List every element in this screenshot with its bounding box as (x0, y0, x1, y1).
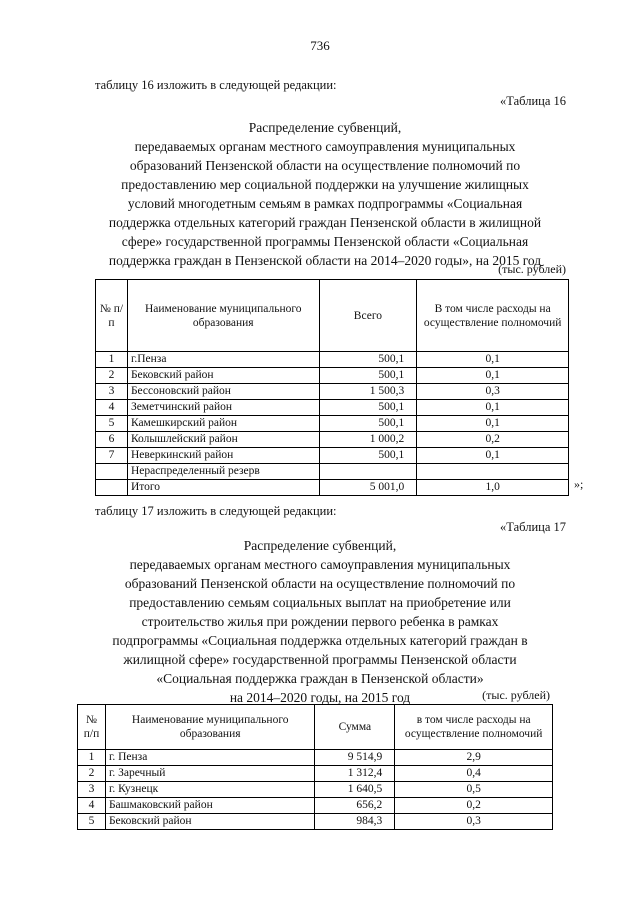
row-expenses: 0,1 (417, 448, 569, 464)
title-line: Распределение субвенций, (243, 538, 397, 553)
row-name: Бековский район (127, 368, 319, 384)
row-num: 4 (96, 400, 128, 416)
section17-intro: таблицу 17 изложить в следующей редакции: (95, 504, 337, 518)
title-line: предоставлению мер социальной поддержки на улучшение жилищных (121, 177, 529, 192)
row-expenses: 2,9 (395, 750, 553, 766)
table-row (78, 798, 553, 814)
title-line: образований Пензенской области на осуществление полномочий по (129, 158, 521, 173)
row-expenses: 0,5 (395, 782, 553, 798)
row-num (96, 464, 128, 480)
header-name: Наименование муниципального образования (127, 280, 319, 352)
row-name: Колышлейский район (127, 432, 319, 448)
row-name: Итого (127, 480, 319, 496)
row-total (319, 464, 417, 480)
title-line: передаваемых органам местного самоуправления муниципальных (129, 557, 511, 572)
row-num: 3 (78, 782, 106, 798)
row-total: 5 001,0 (319, 480, 417, 496)
title-line: строительство жилья при рождении первого ребенка в рамках (141, 614, 499, 629)
table-row (96, 416, 569, 432)
table-row (78, 782, 553, 798)
table-row (96, 384, 569, 400)
section17-title (80, 536, 560, 707)
row-num: 2 (78, 766, 106, 782)
title-line: Распределение субвенций, (248, 120, 402, 135)
row-num: 1 (96, 352, 128, 368)
section17-units: (тыс. рублей) (482, 688, 550, 702)
header-name: Наименование муниципального образования (105, 705, 315, 750)
row-name: Бековский район (105, 814, 315, 830)
row-expenses: 0,4 (395, 766, 553, 782)
header-expenses: В том числе расходы на осуществление полномочий (417, 280, 569, 352)
table-row (78, 814, 553, 830)
row-total: 500,1 (319, 400, 417, 416)
row-total: 500,1 (319, 448, 417, 464)
row-name: г. Кузнецк (105, 782, 315, 798)
title-line: подпрограммы «Социальная поддержка отдельных категорий граждан в (112, 633, 528, 648)
section16-title (85, 118, 565, 270)
table-row (96, 448, 569, 464)
section16-units: (тыс. рублей) (498, 262, 566, 276)
title-line: поддержка отдельных категорий граждан Пензенской области в жилищной (108, 215, 542, 230)
row-num (96, 480, 128, 496)
row-num: 2 (96, 368, 128, 384)
row-total: 9 514,9 (315, 750, 395, 766)
row-total: 1 000,2 (319, 432, 417, 448)
row-total: 500,1 (319, 368, 417, 384)
row-expenses: 0,3 (395, 814, 553, 830)
row-name: Башмаковский район (105, 798, 315, 814)
table-row (96, 432, 569, 448)
title-line: предоставлению семьям социальных выплат на приобретение или (129, 595, 511, 610)
title-line: образований Пензенской области на осуществление полномочий по (124, 576, 516, 591)
title-line: передаваемых органам местного самоуправления муниципальных (134, 139, 516, 154)
row-name: Бессоновский район (127, 384, 319, 400)
header-sum: Сумма (315, 705, 395, 750)
row-name: Земетчинский район (127, 400, 319, 416)
title-line: условий многодетным семьям в рамках подпрограммы «Социальная (127, 196, 523, 211)
header-num: № п/п (96, 280, 128, 352)
table-row (96, 464, 569, 480)
row-total: 500,1 (319, 352, 417, 368)
title-line: на 2014–2020 годы, на 2015 год (229, 690, 411, 705)
row-expenses: 0,3 (417, 384, 569, 400)
table-row (96, 480, 569, 496)
row-expenses: 1,0 (417, 480, 569, 496)
title-line: «Социальная поддержка граждан в Пензенской области» (156, 671, 484, 686)
row-expenses: 0,2 (395, 798, 553, 814)
row-num: 1 (78, 750, 106, 766)
row-num: 5 (96, 416, 128, 432)
row-expenses: 0,2 (417, 432, 569, 448)
row-total: 984,3 (315, 814, 395, 830)
row-num: 7 (96, 448, 128, 464)
section16-intro: таблицу 16 изложить в следующей редакции: (95, 78, 337, 92)
title-line: сфере» государственной программы Пензенской области «Социальная (121, 234, 529, 249)
row-num: 4 (78, 798, 106, 814)
header-total: Всего (319, 280, 417, 352)
row-num: 5 (78, 814, 106, 830)
row-expenses: 0,1 (417, 400, 569, 416)
row-name: г. Заречный (105, 766, 315, 782)
section16-table-ref: «Таблица 16 (500, 94, 566, 108)
table-16 (95, 279, 569, 496)
row-total: 1 312,4 (315, 766, 395, 782)
table-row (78, 750, 553, 766)
title-line: поддержка граждан в Пензенской области на 2014–2020 годы», на 2015 год (108, 253, 542, 268)
row-name: Камешкирский район (127, 416, 319, 432)
table-row (96, 400, 569, 416)
row-total: 1 640,5 (315, 782, 395, 798)
row-expenses: 0,1 (417, 368, 569, 384)
row-name: Неверкинский район (127, 448, 319, 464)
row-total: 1 500,3 (319, 384, 417, 400)
row-name: г.Пенза (127, 352, 319, 368)
section17-table-ref: «Таблица 17 (500, 520, 566, 534)
row-name: Нераспределенный резерв (127, 464, 319, 480)
section16-tail: »; (574, 477, 584, 491)
table-17 (77, 704, 553, 830)
title-line: жилищной сфере» государственной программы Пензенской области (123, 652, 517, 667)
row-expenses (417, 464, 569, 480)
table-row (96, 368, 569, 384)
row-name: г. Пенза (105, 750, 315, 766)
row-num: 3 (96, 384, 128, 400)
row-total: 500,1 (319, 416, 417, 432)
table-row (96, 352, 569, 368)
row-num: 6 (96, 432, 128, 448)
row-total: 656,2 (315, 798, 395, 814)
row-expenses: 0,1 (417, 416, 569, 432)
header-num: № п/п (78, 705, 106, 750)
header-expenses: в том числе расходы на осуществление полномочий (395, 705, 553, 750)
table-row (78, 766, 553, 782)
row-expenses: 0,1 (417, 352, 569, 368)
page-number: 736 (310, 38, 330, 53)
